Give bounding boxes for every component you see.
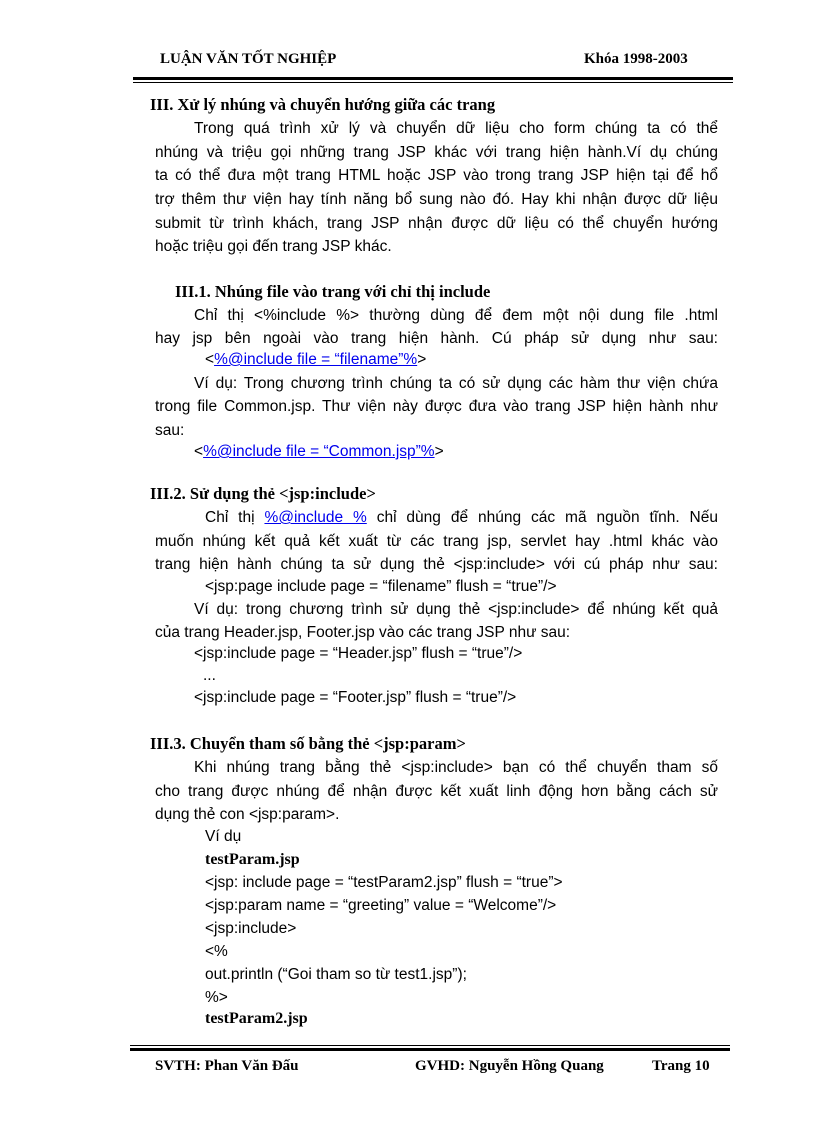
include-common-link[interactable]: %@include file = “Common.jsp”%: [203, 443, 435, 460]
footer-advisor: GVHD: Nguyễn Hồng Quang: [415, 1058, 604, 1074]
subsection-heading: III.3. Chuyển tham số bằng thẻ <jsp:param>: [150, 734, 466, 753]
code-line: <%: [205, 943, 228, 960]
subsection-heading: III.2. Sử dụng thẻ <jsp:include>: [150, 484, 376, 503]
paragraph-line: của trang Header.jsp, Footer.jsp vào các trang JSP như sau:: [155, 624, 571, 641]
footer-page-number: Trang 10: [652, 1058, 710, 1074]
paragraph-line: submit từ trình khách, trang JSP nhận được dữ liệu có thể chuyển hướng: [155, 215, 718, 232]
code-line: ...: [203, 667, 216, 684]
footer-rule-thin: [130, 1045, 730, 1046]
paragraph-line: hoặc triệu gọi đến trang JSP khác.: [155, 238, 392, 255]
code-line: <jsp:include page = “Header.jsp” flush = “true”/>: [194, 645, 523, 662]
example-label: Ví dụ: [205, 828, 242, 845]
paragraph-line: Khi nhúng trang bằng thẻ <jsp:include> bạn có thể chuyển tham số: [194, 759, 718, 776]
paragraph-line: Chỉ thị <%include %> thường dùng để đem một nội dung file .html: [194, 307, 718, 324]
paragraph-line: Trong quá trình xử lý và chuyển dữ liệu cho form chúng ta có thể: [194, 120, 718, 137]
code-line: out.println (“Goi tham so từ test1.jsp”);: [205, 966, 467, 983]
code-line: <jsp:include page = “Footer.jsp” flush = “true”/>: [194, 689, 517, 706]
paragraph-line: trang hiện hành chúng ta sử dụng thẻ <jsp:include> với cú pháp như sau:: [155, 556, 718, 573]
code-line: <jsp:include>: [205, 920, 297, 937]
syntax-line: <%@include file = “filename”%>: [205, 351, 427, 368]
paragraph-line: trợ thêm thư viện hay tính năng bổ sung nào đó. Hay khi nhận được dữ liệu: [155, 191, 718, 208]
file-name: testParam2.jsp: [205, 1010, 308, 1027]
syntax-line: <jsp:page include page = “filename” flush = “true”/>: [205, 578, 557, 595]
code-line: <jsp:param name = “greeting” value = “Welcome”/>: [205, 897, 557, 914]
paragraph-line: sau:: [155, 422, 185, 439]
section-heading: III. Xử lý nhúng và chuyển hướng giữa các trang: [150, 95, 496, 114]
paragraph-line: Ví dụ: Trong chương trình chúng ta có sử dụng các hàm thư viện chứa: [194, 375, 718, 392]
paragraph-line: trong file Common.jsp. Thư viện này được đưa vào trang JSP hiện hành như: [155, 398, 718, 415]
header-course: Khóa 1998-2003: [584, 51, 688, 67]
code-line: <jsp: include page = “testParam2.jsp” flush = “true”>: [205, 874, 563, 891]
paragraph-line: hay jsp bên ngoài vào trang hiện hành. Cú pháp sử dụng như sau:: [155, 330, 718, 347]
include-directive-link[interactable]: %@include %: [264, 509, 367, 526]
subsection-heading: III.1. Nhúng file vào trang với chỉ thị include: [175, 282, 491, 301]
paragraph-line: Chỉ thị %@include % chỉ dùng để nhúng các mã nguồn tĩnh. Nếu: [205, 509, 718, 526]
header-rule: [133, 77, 733, 80]
include-directive-link[interactable]: %@include file = “filename”%: [214, 351, 418, 368]
paragraph-line: Ví dụ: trong chương trình sử dụng thẻ <jsp:include> để nhúng kết quả: [194, 601, 718, 618]
file-name: testParam.jsp: [205, 851, 300, 868]
paragraph-line: cho trang được nhúng để nhận được kết xuất linh động hơn bằng cách sử: [155, 783, 718, 800]
footer-student: SVTH: Phan Văn Đấu: [155, 1058, 299, 1074]
header-rule-thin: [133, 82, 733, 83]
paragraph-line: muốn nhúng kết quả kết xuất từ các trang jsp, servlet hay .html khác vào: [155, 533, 718, 550]
paragraph-line: dụng thẻ con <jsp:param>.: [155, 806, 340, 823]
paragraph-line: ta có thể đưa một trang HTML hoặc JSP vào trong trang JSP hiện tại để hổ: [155, 167, 718, 184]
example-line: <%@include file = “Common.jsp”%>: [194, 443, 444, 460]
paragraph-line: nhúng và triệu gọi những trang JSP khác với trang hiện hành.Ví dụ chúng: [155, 144, 718, 161]
header-title: LUẬN VĂN TỐT NGHIỆP: [160, 51, 337, 67]
footer-rule: [130, 1048, 730, 1051]
code-line: %>: [205, 989, 228, 1006]
